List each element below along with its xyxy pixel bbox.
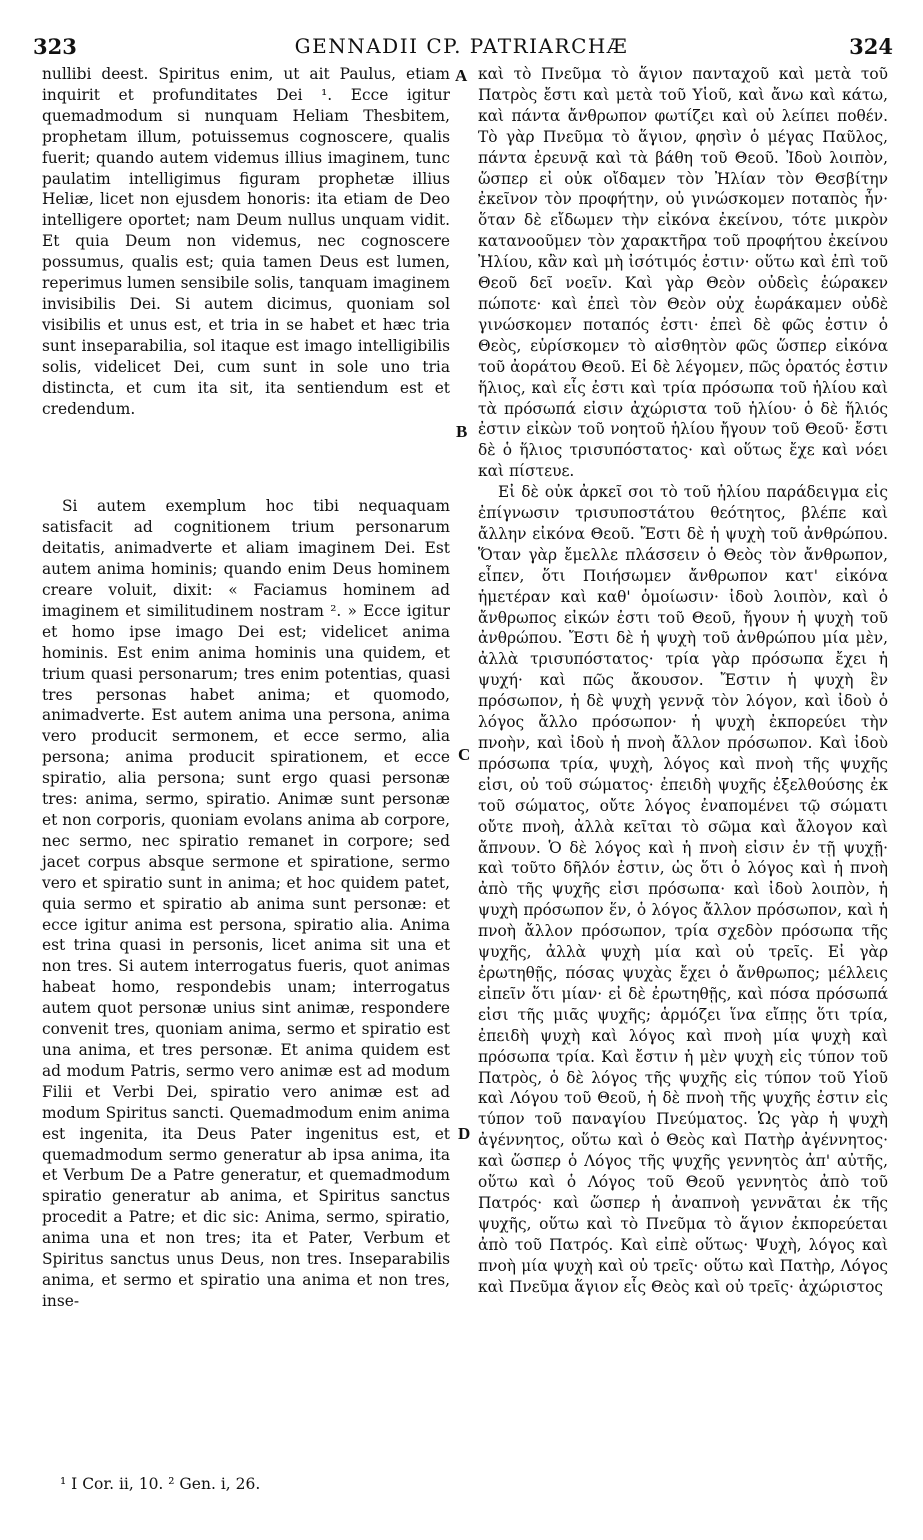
greek-paragraph-1: καὶ τὸ Πνεῦμα τὸ ἅγιον πανταχοῦ καὶ μετὰ τοῦ Πατρὸς ἔστι καὶ μετὰ τοῦ Υἱοῦ, καὶ ἄνω καὶ κάτω, καὶ πάντα ἄνθρωπον φωτίζει καὶ οὐ λείπει ποθέν. Τὸ γὰρ Πνεῦμα τὸ ἅγιον, φησὶν ὁ μέγας Παῦλος, πάντα ἐρευνᾷ καὶ τὰ βάθη τοῦ Θεοῦ. Ἰδοὺ λοιπὸν, ὥσπερ εἰ οὐκ οἴδαμεν τὸν Ἠλίαν τὸν Θεσβίτην ἐκεῖνον τὸν προφήτην, οὐ γινώσκομεν ποταπὸς ἦν· ὅταν δὲ εἴδωμεν τὴν εἰκόνα ἐκείνου, τότε μικρὸν κατανοοῦμεν τὸν χαρακτῆρα τοῦ προφήτου ἐκείνου Ἠλίου, κἂν καὶ μὴ ἰσότιμός ἐστιν· οὕτω καὶ ἐπὶ τοῦ Θεοῦ δεῖ νοεῖν. Καὶ γὰρ Θεὸν οὐδεὶς ἑώρακεν πώποτε· καὶ ἐπεὶ τὸν Θεὸν οὐχ ἑωράκαμεν οὐδὲ γινώσκομεν ποταπός ἐστι· ἐπεὶ δὲ φῶς ἐστιν ὁ Θεὸς, εὑρίσκομεν τὸ αἰσθητὸν φῶς ὥσπερ εἰκόνα τοῦ ἀοράτου Θεοῦ. Εἰ δὲ λέγομεν, πῶς ὁρατός ἐστιν ἥλιος, καὶ εἷς ἐστι καὶ τρία πρόσωπα τοῦ ἡλίου καὶ τὰ πρόσωπά εἰσιν ἀχώριστα τοῦ ἡλίου· ὁ δὲ ἥλιός ἐστιν εἰκὼν τοῦ νοητοῦ ἡλίου ἤγουν τοῦ Θεοῦ· ἔστι δὲ ὁ ἥλιος τρισυπόστατος· καὶ οὕτως ἔχε καὶ νόει καὶ πίστευε. [478, 65, 888, 481]
latin-paragraph-2: Si autem exemplum hoc tibi nequaquam satisfacit ad cognitionem trium personarum deitatis, animadverte et aliam imaginem Dei. Est autem anima hominis; quando enim Deus hominem creare voluit, dixit: « Faciamus hominem ad imaginem et similitudinem nostram ². » Ecce igitur et homo ipse imago Dei est; videlicet anima hominis. Est enim anima hominis una quidem, et trium quasi personarum; tres enim potentias, quasi tres personas habet anima; et quomodo, animadverte. Est autem anima una persona, anima vero producit sermonem, et ecce sermo, alia persona; anima producit spirationem, et ecce spiratio, alia persona; sunt ergo quasi personæ tres: anima, sermo, spiratio. Animæ sunt personæ et non corporis, quoniam evolans anima ab corpore, nec sermo, nec spiratio remanet in corpore; sed jacet corpus absque sermone et spiratione, sermo vero et spiratio sunt in anima; et hoc quidem patet, quia sermo et spiratio ab anima sunt personæ: et ecce igitur anima est persona, spiratio alia. Anima est trina quasi in personis, licet anima sit una et non tres. Si autem interrogatus fueris, quot animas habeat homo, respondebis unam; interrogatus autem quot personæ unius sint animæ, respondere convenit tres, quoniam anima, sermo et spiratio est una anima, et tres personæ. Et anima quidem est ad modum Patris, sermo vero animæ est ad modum Filii et Verbi Dei, spiratio vero animæ est ad modum Spiritus sancti. Quemadmodum enim anima est ingenita, ita Deus Pater ingenitus est, et quemadmodum sermo generatur ab ipsa anima, ita et Verbum De a Patre generatur, et quemadmodum spiratio generatur ab anima, et Spiritus sanctus procedit a Patre; et dic sic: Anima, sermo, spiratio, anima una et non tres; ita et Pater, Verbum et Spiritus sanctus unus Deus, non tres. Inseparabilis anima, et sermo et spiratio una anima et non tres, inse- [42, 497, 450, 1310]
margin-letter-c: C [458, 745, 471, 764]
page-header [0, 34, 923, 64]
greek-column [478, 64, 888, 1297]
page-number-left: 323 [33, 34, 77, 59]
running-title: GENNADII CP. PATRIARCHÆ [294, 34, 629, 58]
margin-letter-d: D [458, 1124, 471, 1143]
latin-paragraph-1: nullibi deest. Spiritus enim, ut ait Paulus, etiam inquirit et profunditates Dei ¹. Ecce igitur quemadmodum si nunquam Heliam Thesbitem, prophetam illum, potuissemus cognoscere, qualis fuerit; quando autem videmus illius imaginem, tunc paulatim intelligimus figuram prophetæ illius Heliæ, licet non ejusdem honoris: ita etiam de Deo intelligere oportet; nam Deum nullus unquam vidit. Et quia Deum non videmus, nec cognoscere possumus, qualis est; quia tamen Deus est lumen, reperimus lumen sensibile solis, tanquam imaginem invisibilis Dei. Si autem dicimus, quoniam sol visibilis et unus est, et tria in se habet et hæc tria sunt inseparabilia, sol itaque est imago intelligibilis solis, videlicet Dei, cum sunt in sole uno tria distincta, et cum ita sit, ita sentiendum est et credendum. [42, 65, 450, 418]
footnotes: ¹ I Cor. ii, 10. ² Gen. i, 26. [60, 1475, 261, 1493]
margin-letter-b: B [456, 422, 468, 441]
margin-letter-a: A [455, 66, 468, 85]
page-number-right: 324 [849, 34, 893, 59]
greek-paragraph-2: Εἰ δὲ οὐκ ἀρκεῖ σοι τὸ τοῦ ἡλίου παράδειγμα εἰς ἐπίγνωσιν τρισυποστάτου θεότητος, βλέπε καὶ ἄλλην εἰκόνα Θεοῦ. Ἔστι δὲ ἡ ψυχὴ τοῦ ἀνθρώπου. Ὅταν γὰρ ἔμελλε πλάσσειν ὁ Θεὸς τὸν ἄνθρωπον, εἶπεν, ὅτι Ποιήσωμεν ἄνθρωπον κατ' εἰκόνα ἡμετέραν καὶ καθ' ὁμοίωσιν· ἰδοὺ λοιπὸν, καὶ ὁ ἄνθρωπος εἰκών ἐστι τοῦ Θεοῦ, ἤγουν ἡ ψυχὴ τοῦ ἀνθρώπου. Ἔστι δὲ ἡ ψυχὴ τοῦ ἀνθρώπου μία μὲν, ἀλλὰ τρισυπόστατος· τρία γὰρ πρόσωπα ἔχει ἡ ψυχή· καὶ πῶς ἄκουσον. Ἔστιν ἡ ψυχὴ ἓν πρόσωπον, ἡ δὲ ψυχὴ γεννᾷ τὸν λόγον, καὶ ἰδοὺ ὁ λόγος ἄλλο πρόσωπον· ἡ ψυχὴ ἐκπορεύει τὴν πνοὴν, καὶ ἰδοὺ ἡ πνοὴ ἄλλον πρόσωπον. Καὶ ἰδοὺ πρόσωπα τρία, ψυχὴ, λόγος καὶ πνοὴ τῆς ψυχῆς εἰσι, οὐ τοῦ σώματος· ἐπειδὴ ψυχῆς ἐξελθούσης ἐκ τοῦ σώματος, οὔτε λόγος ἐναπομένει τῷ σώματι οὔτε πνοὴ, ἀλλὰ κεῖται τὸ σῶμα καὶ ἄλογον καὶ ἄπνουν. Ὁ δὲ λόγος καὶ ἡ πνοὴ εἰσιν ἐν τῇ ψυχῇ· καὶ τοῦτο δῆλόν ἐστιν, ὡς ὅτι ὁ λόγος καὶ ἡ πνοὴ ἀπὸ τῆς ψυχῆς εἰσι πρόσωπα· καὶ ἰδοὺ λοιπὸν, ἡ ψυχὴ πρόσωπον ἕν, ὁ λόγος ἄλλον πρόσωπον, καὶ ἡ πνοὴ ἄλλον πρόσωπον, τρία σχεδὸν πρόσωπα τῆς ψυχῆς, ἀλλὰ ψυχὴ μία καὶ οὐ τρεῖς. Εἰ γὰρ ἐρωτηθῇς, πόσας ψυχὰς ἔχει ὁ ἄνθρωπος; μέλλεις εἰπεῖν ὅτι μίαν· εἰ δὲ ἐρωτηθῇς, καὶ πόσα πρόσωπά εἰσι τῆς μιᾶς ψυχῆς; ἁρμόζει ἵνα εἴπῃς ὅτι τρία, ἐπειδὴ ψυχὴ καὶ λόγος καὶ πνοὴ μία ψυχὴ καὶ πρόσωπα τρία. Καὶ ἔστιν ἡ μὲν ψυχὴ εἰς τύπον τοῦ Πατρὸς, ὁ δὲ λόγος τῆς ψυχῆς εἰς τύπον τοῦ Υἱοῦ καὶ Λόγου τοῦ Θεοῦ, ἡ δὲ πνοὴ τῆς ψυχῆς ἐστιν εἰς τύπον τοῦ παναγίου Πνεύματος. Ὡς γὰρ ἡ ψυχὴ ἀγέννητος, οὕτω καὶ ὁ Θεὸς καὶ Πατὴρ ἀγέννητος· καὶ ὥσπερ ὁ Λόγος τῆς ψυχῆς γεννητὸς ἀπ' αὐτῆς, οὕτω καὶ ὁ Λόγος τοῦ Θεοῦ γεννητὸς ἀπὸ τοῦ Πατρός· καὶ ὥσπερ ἡ ἀναπνοὴ γεννᾶται ἐκ τῆς ψυχῆς, οὕτω καὶ τὸ Πνεῦμα τὸ ἅγιον ἐκπορεύεται ἀπὸ τοῦ Πατρός. Καὶ εἰπὲ οὕτως· Ψυχὴ, λόγος καὶ πνοὴ μία ψυχὴ καὶ οὐ τρεῖς· οὕτω καὶ Πατὴρ, Λόγος καὶ Πνεῦμα ἅγιον εἷς Θεὸς καὶ οὐ τρεῖς· ἀχώριστος [478, 483, 888, 1296]
latin-column [42, 64, 450, 1312]
